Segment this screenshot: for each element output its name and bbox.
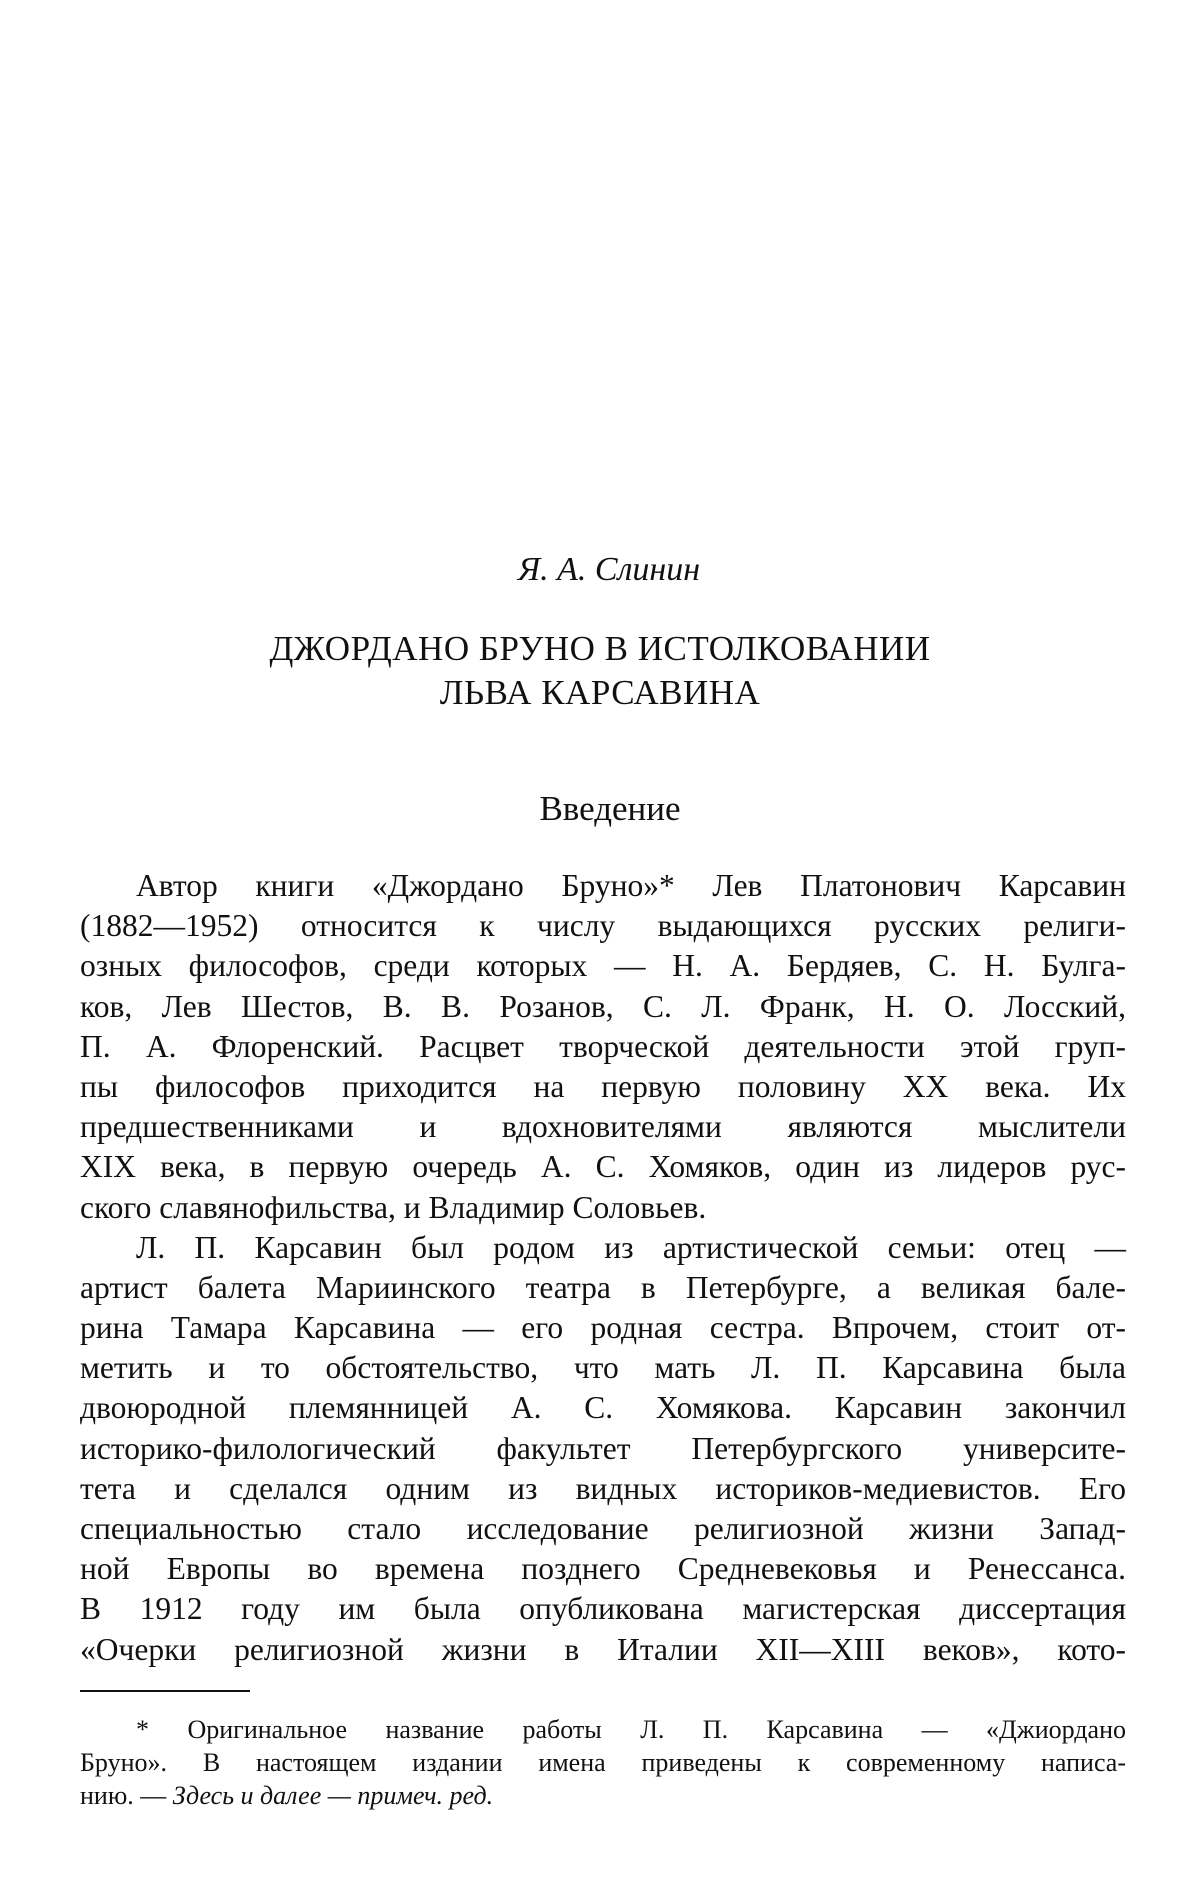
body-line: В 1912 году им была опубликована магистерская диссертация xyxy=(80,1591,1126,1627)
footnote-text: нию. — xyxy=(80,1781,173,1810)
article-title-line-2: ЛЬВА КАРСАВИНА xyxy=(439,673,761,712)
footnote-line-last xyxy=(80,1779,1126,1812)
author-name: Я. А. Слинин xyxy=(517,551,701,588)
body-line: ков, Лев Шестов, В. В. Розанов, С. Л. Франк, Н. О. Лосский, xyxy=(80,988,1126,1024)
body-line: «Очерки религиозной жизни в Италии XII—XIII веков», кото- xyxy=(80,1631,1126,1667)
footnote-divider xyxy=(80,1690,250,1692)
article-title-line-1: ДЖОРДАНО БРУНО В ИСТОЛКОВАНИИ xyxy=(269,629,931,668)
body-text xyxy=(80,866,1126,1670)
body-line: Л. П. Карсавин был родом из артистической семьи: отец — xyxy=(136,1229,1126,1265)
article-title xyxy=(0,627,1200,715)
body-line: тета и сделался одним из видных историков-медиевистов. Его xyxy=(80,1470,1126,1506)
footnote xyxy=(80,1713,1126,1812)
footnote-line: Бруно». В настоящем издании имена приведены к современному написа- xyxy=(80,1748,1126,1777)
body-line: ной Европы во времена позднего Средневековья и Ренессанса. xyxy=(80,1551,1126,1587)
body-line: специальностью стало исследование религиозной жизни Запад- xyxy=(80,1511,1126,1546)
section-heading: Введение xyxy=(539,789,681,828)
editor-note: Здесь и далее — примеч. ред. xyxy=(172,1781,494,1810)
body-line: XIX века, в первую очередь А. С. Хомяков, один из лидеров рус- xyxy=(80,1149,1126,1185)
body-line: историко-филологический факультет Петербургского университе- xyxy=(80,1430,1126,1466)
body-line: ского славянофильства, и Владимир Соловьев. xyxy=(80,1189,707,1225)
body-line: (1882—1952) относится к числу выдающихся русских религи- xyxy=(80,908,1126,944)
body-line: метить и то обстоятельство, что мать Л. П. Карсавина была xyxy=(80,1350,1126,1386)
body-line: пы философов приходится на первую половину XX века. Их xyxy=(80,1068,1126,1104)
body-line: артист балета Мариинского театра в Петербурге, а великая бале- xyxy=(80,1269,1126,1305)
body-line: озных философов, среди которых — Н. А. Бердяев, С. Н. Булга- xyxy=(80,948,1126,984)
footnote-line: * Оригинальное название работы Л. П. Карсавина — «Джиордано xyxy=(136,1715,1126,1744)
body-line: рина Тамара Карсавина — его родная сестра. Впрочем, стоит от- xyxy=(80,1310,1126,1346)
body-line: предшественниками и вдохновителями являются мыслители xyxy=(80,1109,1126,1145)
body-line: Автор книги «Джордано Бруно»* Лев Платонович Карсавин xyxy=(136,868,1126,903)
body-line: П. А. Флоренский. Расцвет творческой деятельности этой груп- xyxy=(80,1028,1126,1064)
body-line: двоюродной племянницей А. С. Хомякова. Карсавин закончил xyxy=(80,1390,1126,1426)
